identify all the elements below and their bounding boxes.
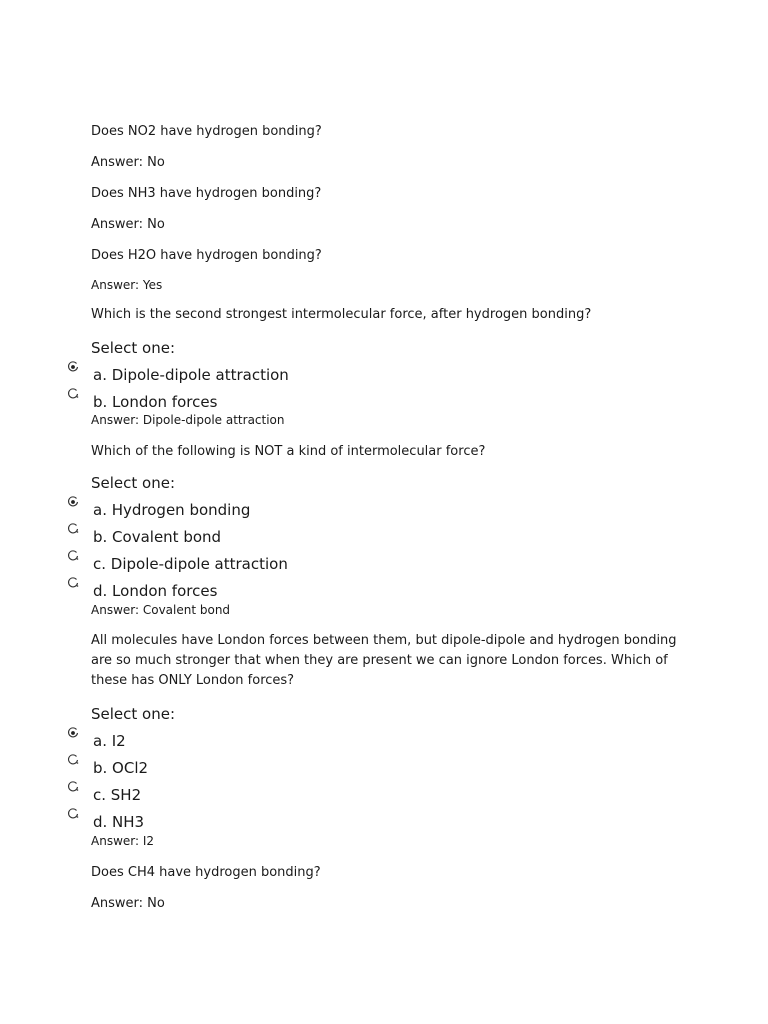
radio-checked-icon[interactable]	[67, 727, 79, 739]
question-nh3: Does NH3 have hydrogen bonding?	[91, 186, 322, 201]
option-label[interactable]: b. OCl2	[93, 759, 149, 777]
option-label[interactable]: d. London forces	[93, 582, 218, 600]
select-one-label: Select one:	[91, 339, 176, 357]
answer-nh3: Answer: No	[91, 217, 165, 232]
option-label[interactable]: b. London forces	[93, 393, 218, 411]
question-not-intermolecular-force: Which of the following is NOT a kind of intermolecular force?	[91, 444, 486, 459]
question-second-strongest-force: Which is the second strongest intermolecular force, after hydrogen bonding?	[91, 307, 592, 322]
radio-checked-icon[interactable]	[67, 496, 79, 508]
radio-unchecked-icon[interactable]	[67, 808, 79, 820]
option-label[interactable]: a. Hydrogen bonding	[93, 501, 251, 519]
option-label[interactable]: c. SH2	[93, 786, 142, 804]
radio-unchecked-icon[interactable]	[67, 577, 79, 589]
radio-unchecked-icon[interactable]	[67, 388, 79, 400]
answer-mc2: Answer: Covalent bond	[91, 603, 231, 617]
option-label[interactable]: d. NH3	[93, 813, 145, 831]
answer-mc1: Answer: Dipole-dipole attraction	[91, 413, 285, 427]
question-only-london-forces: All molecules have London forces between them, but dipole-dipole and hydrogen bonding are so much stronger that when they are present we can ignore London forces. Which of these has ONLY London forces?	[91, 633, 677, 688]
select-one-label: Select one:	[91, 474, 176, 492]
radio-checked-icon[interactable]	[67, 361, 79, 373]
radio-unchecked-icon[interactable]	[67, 523, 79, 535]
option-label[interactable]: a. Dipole-dipole attraction	[93, 366, 289, 384]
radio-unchecked-icon[interactable]	[67, 781, 79, 793]
answer-h2o: Answer: Yes	[91, 278, 163, 292]
answer-mc3: Answer: I2	[91, 834, 155, 848]
option-label[interactable]: b. Covalent bond	[93, 528, 222, 546]
answer-no2: Answer: No	[91, 155, 165, 170]
option-label[interactable]: a. I2	[93, 732, 126, 750]
question-no2: Does NO2 have hydrogen bonding?	[91, 124, 322, 139]
select-one-label: Select one:	[91, 705, 176, 723]
question-h2o: Does H2O have hydrogen bonding?	[91, 248, 322, 263]
option-label[interactable]: c. Dipole-dipole attraction	[93, 555, 288, 573]
answer-ch4: Answer: No	[91, 896, 165, 911]
radio-unchecked-icon[interactable]	[67, 550, 79, 562]
question-ch4: Does CH4 have hydrogen bonding?	[91, 865, 321, 880]
radio-unchecked-icon[interactable]	[67, 754, 79, 766]
